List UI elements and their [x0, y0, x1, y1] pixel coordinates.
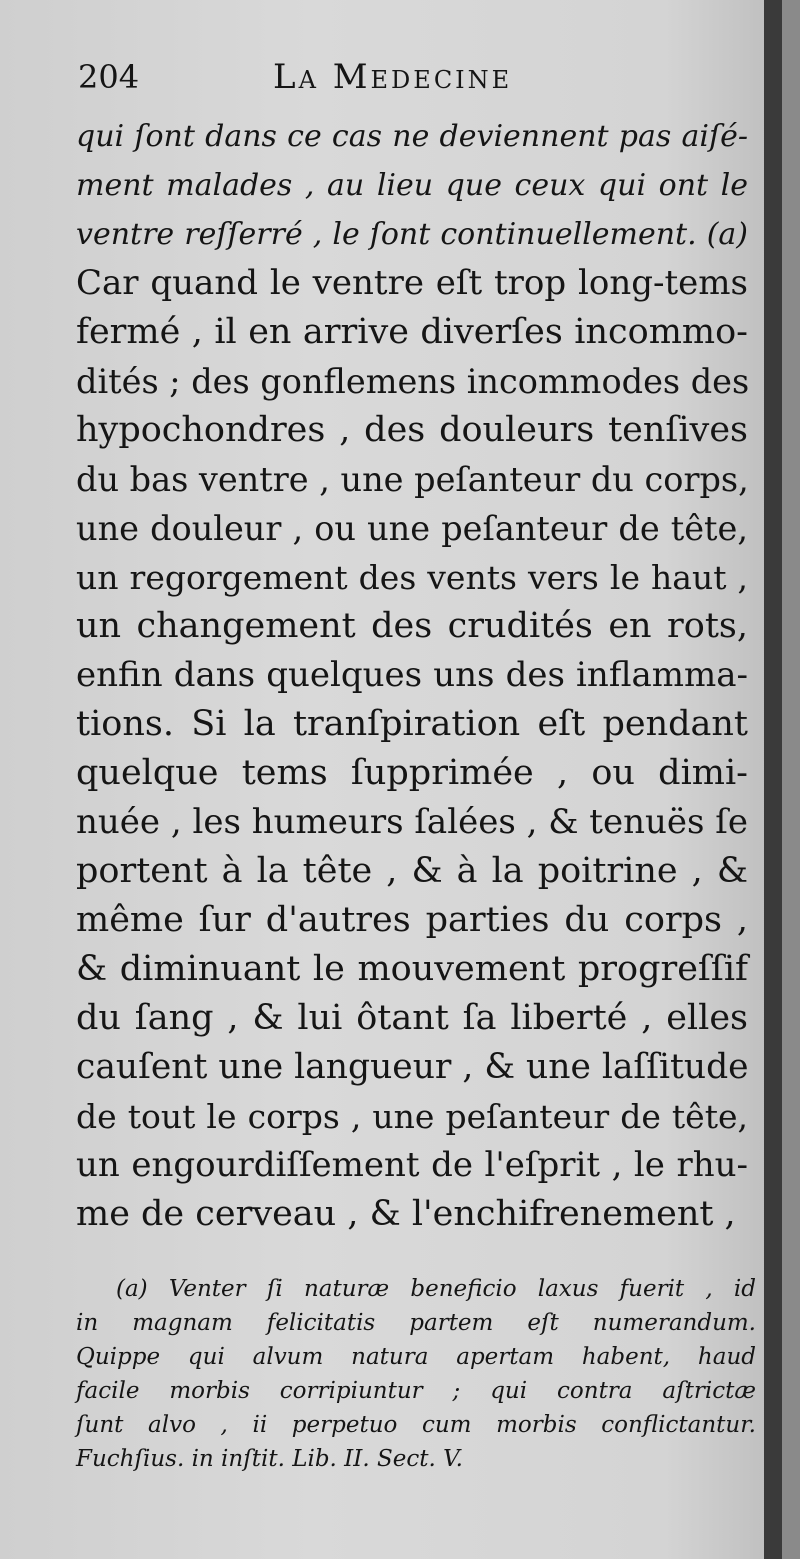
footnote-line: facile morbis corripiuntur ; qui contra aſtrictæ: [76, 1378, 756, 1404]
text-line: de tout le corps , une peſanteur de tête,: [76, 1097, 748, 1136]
text-line: qui ſont dans ce cas ne deviennent pas aiſé-: [76, 119, 748, 154]
text-line: un changement des crudités en rots,: [76, 606, 748, 646]
footnote-line: Quippe qui alvum natura apertam habent, haud: [76, 1344, 756, 1370]
text-line: une douleur , ou une peſanteur de tête,: [76, 509, 748, 548]
text-line: portent à la tête , & à la poitrine , &: [76, 851, 748, 891]
text-line: me de cerveau , & l'enchifrenement ,: [76, 1194, 736, 1234]
text-line: tions. Si la tranſpiration eſt pendant: [76, 704, 748, 744]
text-line: hypochondres , des douleurs tenſives: [76, 410, 748, 450]
text-line: même ſur d'autres parties du corps ,: [76, 900, 748, 940]
text-line: du ſang , & lui ôtant ſa liberté , elles: [76, 998, 748, 1038]
footnote-line: ſunt alvo , ii perpetuo cum morbis conflictantur.: [76, 1412, 756, 1438]
running-title: La Medecine: [273, 57, 513, 97]
text-line: quelque tems ſupprimée , ou dimi-: [76, 753, 748, 793]
footnote-line: (a) Venter ſi naturæ beneficio laxus fuerit , id: [116, 1276, 756, 1302]
page-header: [78, 52, 678, 102]
text-line: nuée , les humeurs ſalées , & tenuës ſe: [76, 802, 748, 842]
text-line: & diminuant le mouvement progreſſif: [76, 949, 748, 989]
text-line: fermé , il en arrive diverſes incommo-: [76, 312, 748, 352]
footnote: [76, 1272, 756, 1476]
text-line: un engourdiſſement de l'eſprit , le rhu-: [76, 1145, 748, 1185]
footnote-line: in magnam felicitatis partem eſt numerandum.: [76, 1310, 756, 1336]
text-line: du bas ventre , une peſanteur du corps,: [76, 460, 749, 499]
page-number: 204: [78, 58, 140, 96]
text-line: ment malades , au lieu que ceux qui ont le: [76, 168, 748, 203]
body-text: [76, 112, 748, 1239]
text-line: dités ; des gonflemens incommodes des: [76, 362, 750, 401]
text-line: ventre reſſerré , le ſont continuellement. (a): [76, 217, 748, 252]
text-line: Car quand le ventre eſt trop long-tems: [76, 263, 748, 303]
text-line: cauſent une langueur , & une laſſitude: [76, 1047, 749, 1087]
page-gutter-shadow: [764, 0, 782, 1559]
text-line: un regorgement des vents vers le haut ,: [76, 558, 748, 597]
footnote-line: Fuchſius. in inſtit. Lib. II. Sect. V.: [76, 1446, 463, 1472]
text-line: enfin dans quelques uns des inflamma-: [76, 655, 748, 695]
